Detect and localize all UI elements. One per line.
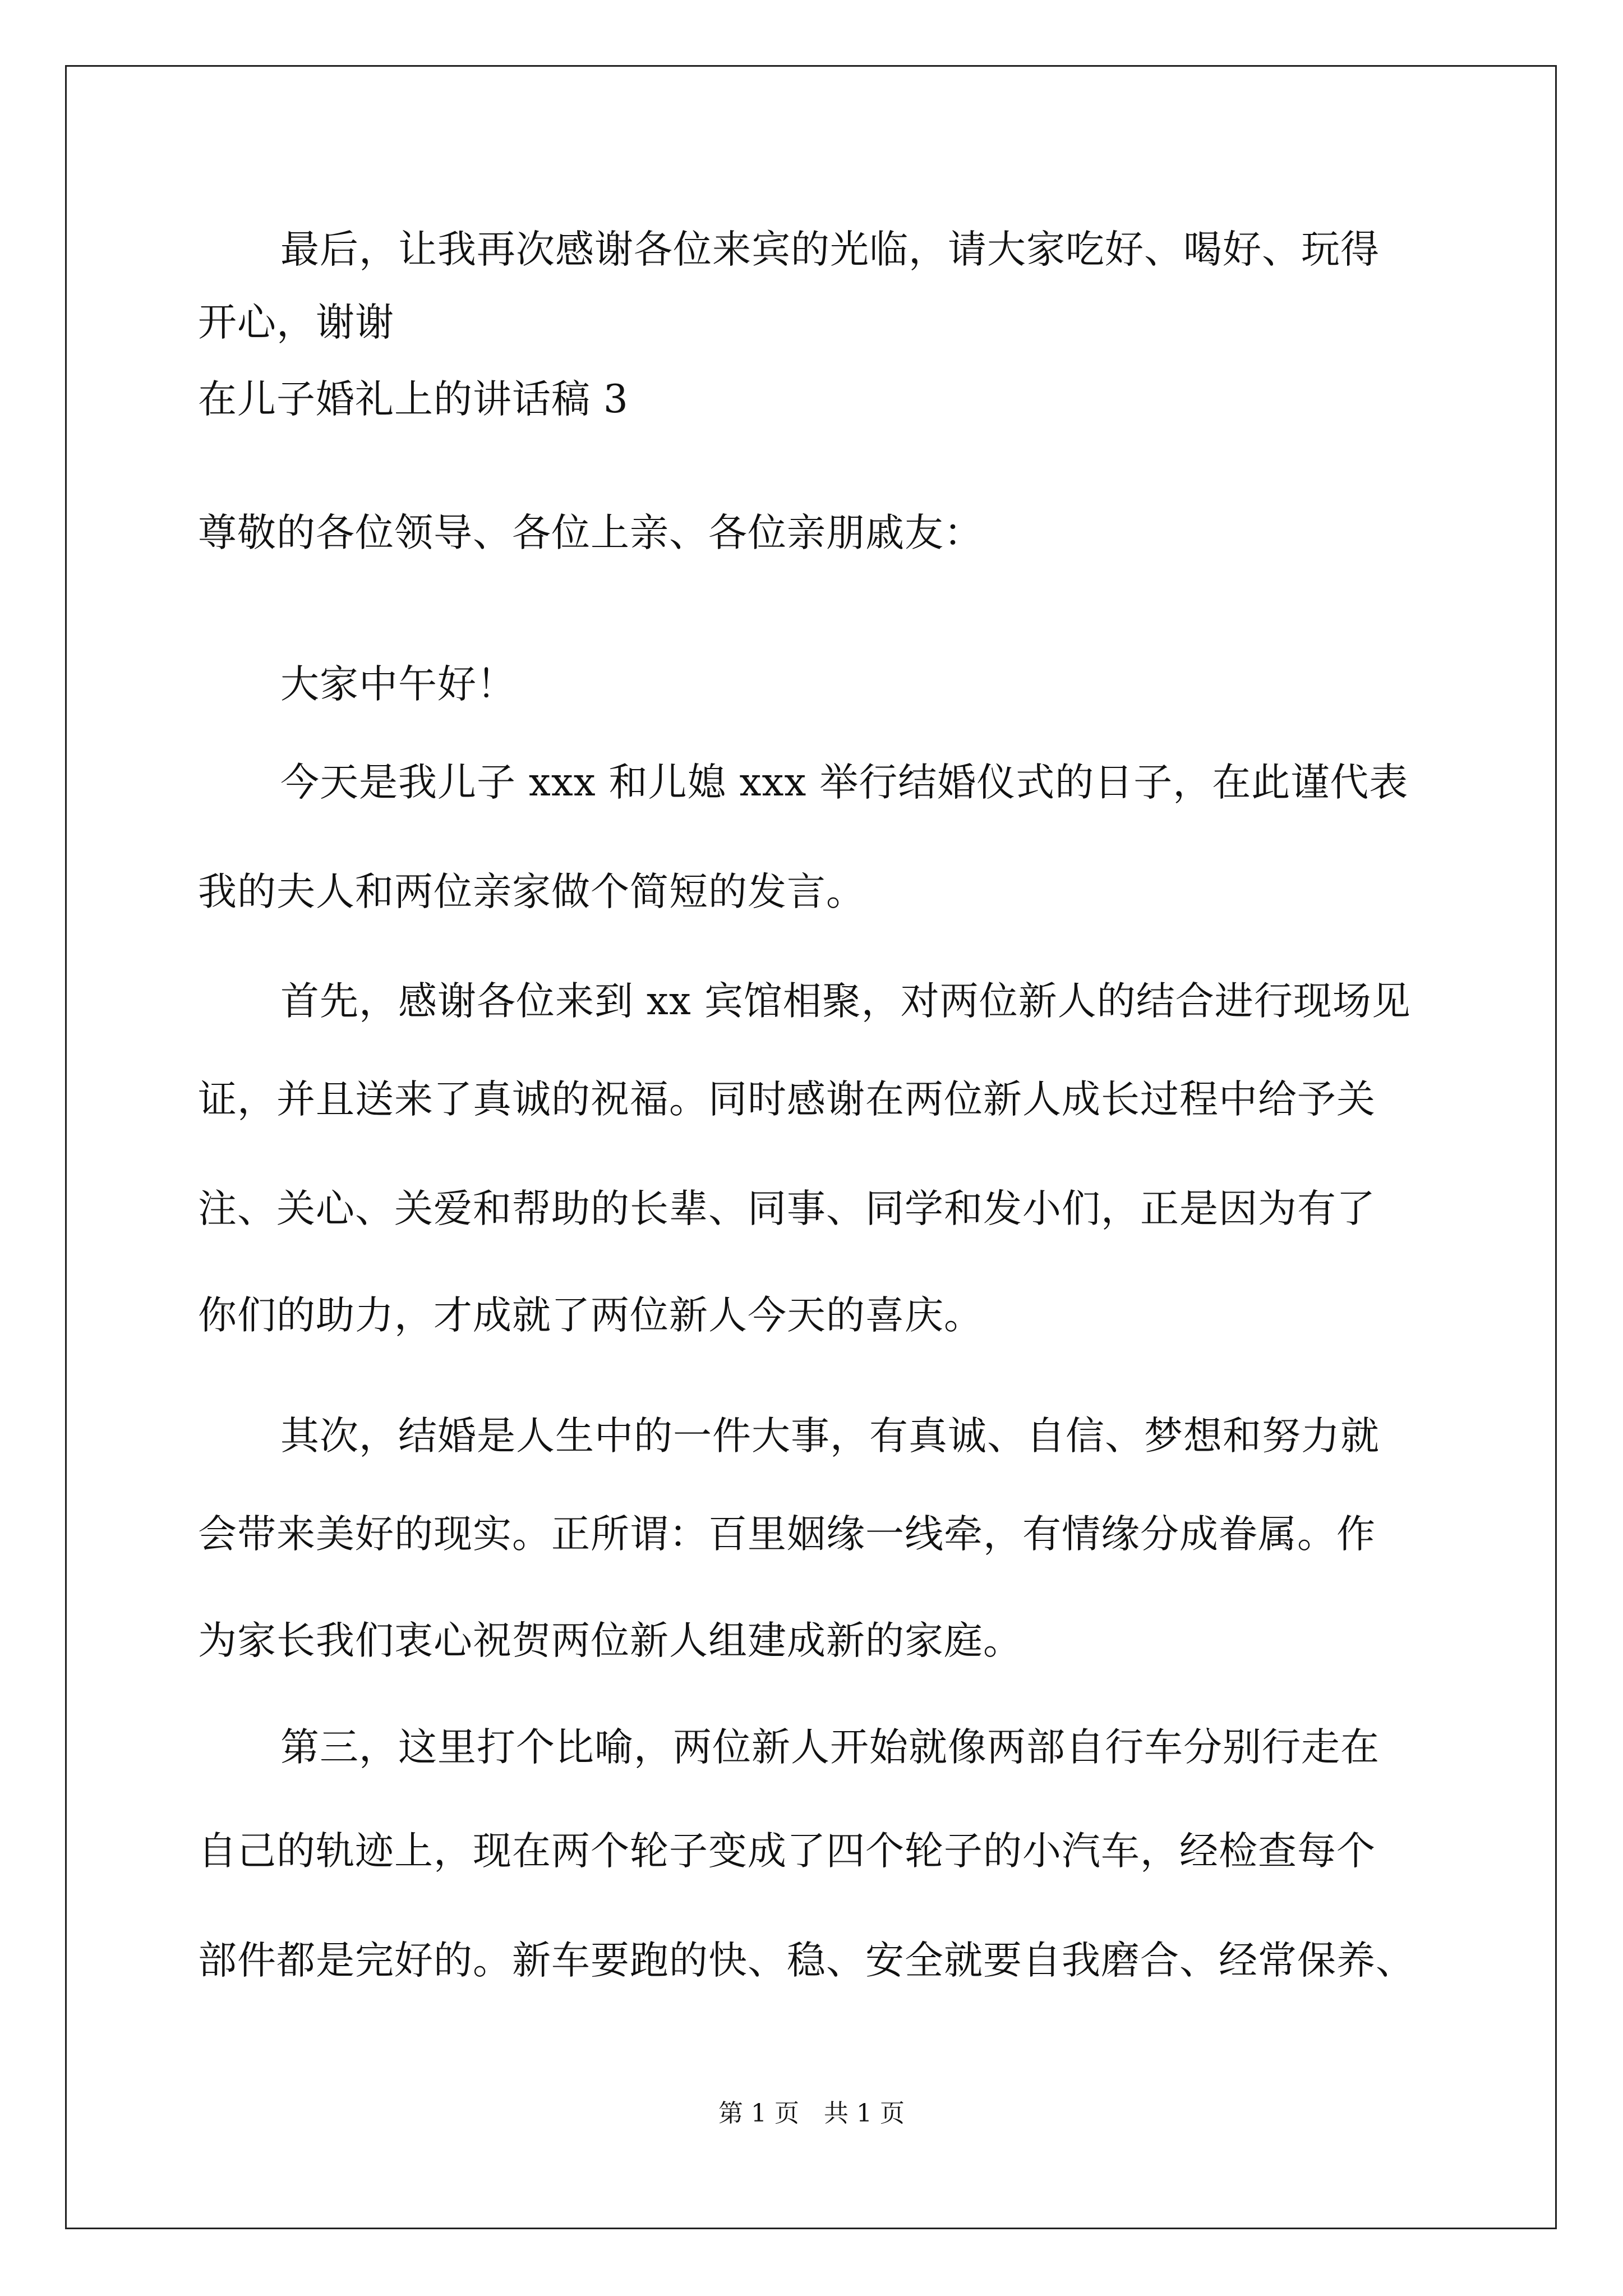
paragraph-line: 首先，感谢各位来到 xx 宾馆相聚，对两位新人的结合进行现场见 [280,979,1411,1024]
paragraph-line: 其次，结婚是人生中的一件大事，有真诚、自信、梦想和努力就 [280,1414,1380,1458]
greeting: 大家中午好！ [280,662,516,707]
paragraph-line: 注、关心、关爱和帮助的长辈、同事、同学和发小们，正是因为有了 [198,1186,1376,1231]
paragraph-line: 开心，谢谢 [198,300,394,345]
paragraph-line: 我的夫人和两位亲家做个简短的发言。 [198,869,865,914]
paragraph-line: 为家长我们衷心祝贺两位新人组建成新的家庭。 [198,1618,1022,1663]
paragraph-line: 你们的助力，才成就了两位新人今天的喜庆。 [198,1293,983,1338]
paragraph-line: 部件都是完好的。新车要跑的快、稳、安全就要自我磨合、经常保养、 [198,1938,1415,1983]
section-title: 在儿子婚礼上的讲话稿 3 [198,377,629,422]
salutation: 尊敬的各位领导、各位上亲、各位亲朋戚友： [198,510,983,555]
page-number: 第 1 页 共 1 页 [718,2099,905,2128]
paragraph-line: 会带来美好的现实。正所谓：百里姻缘一线牵，有情缘分成眷属。作 [198,1512,1376,1557]
paragraph-line: 证，并且送来了真诚的祝福。同时感谢在两位新人成长过程中给予关 [198,1077,1376,1122]
paragraph-line: 最后，让我再次感谢各位来宾的光临，请大家吃好、喝好、玩得 [280,227,1380,272]
paragraph-line: 自己的轨迹上，现在两个轮子变成了四个轮子的小汽车，经检查每个 [198,1829,1376,1874]
paragraph-line: 第三，这里打个比喻，两位新人开始就像两部自行车分别行走在 [280,1725,1380,1770]
paragraph-line: 今天是我儿子 xxx 和儿媳 xxx 举行结婚仪式的日子，在此谨代表 [280,760,1409,805]
